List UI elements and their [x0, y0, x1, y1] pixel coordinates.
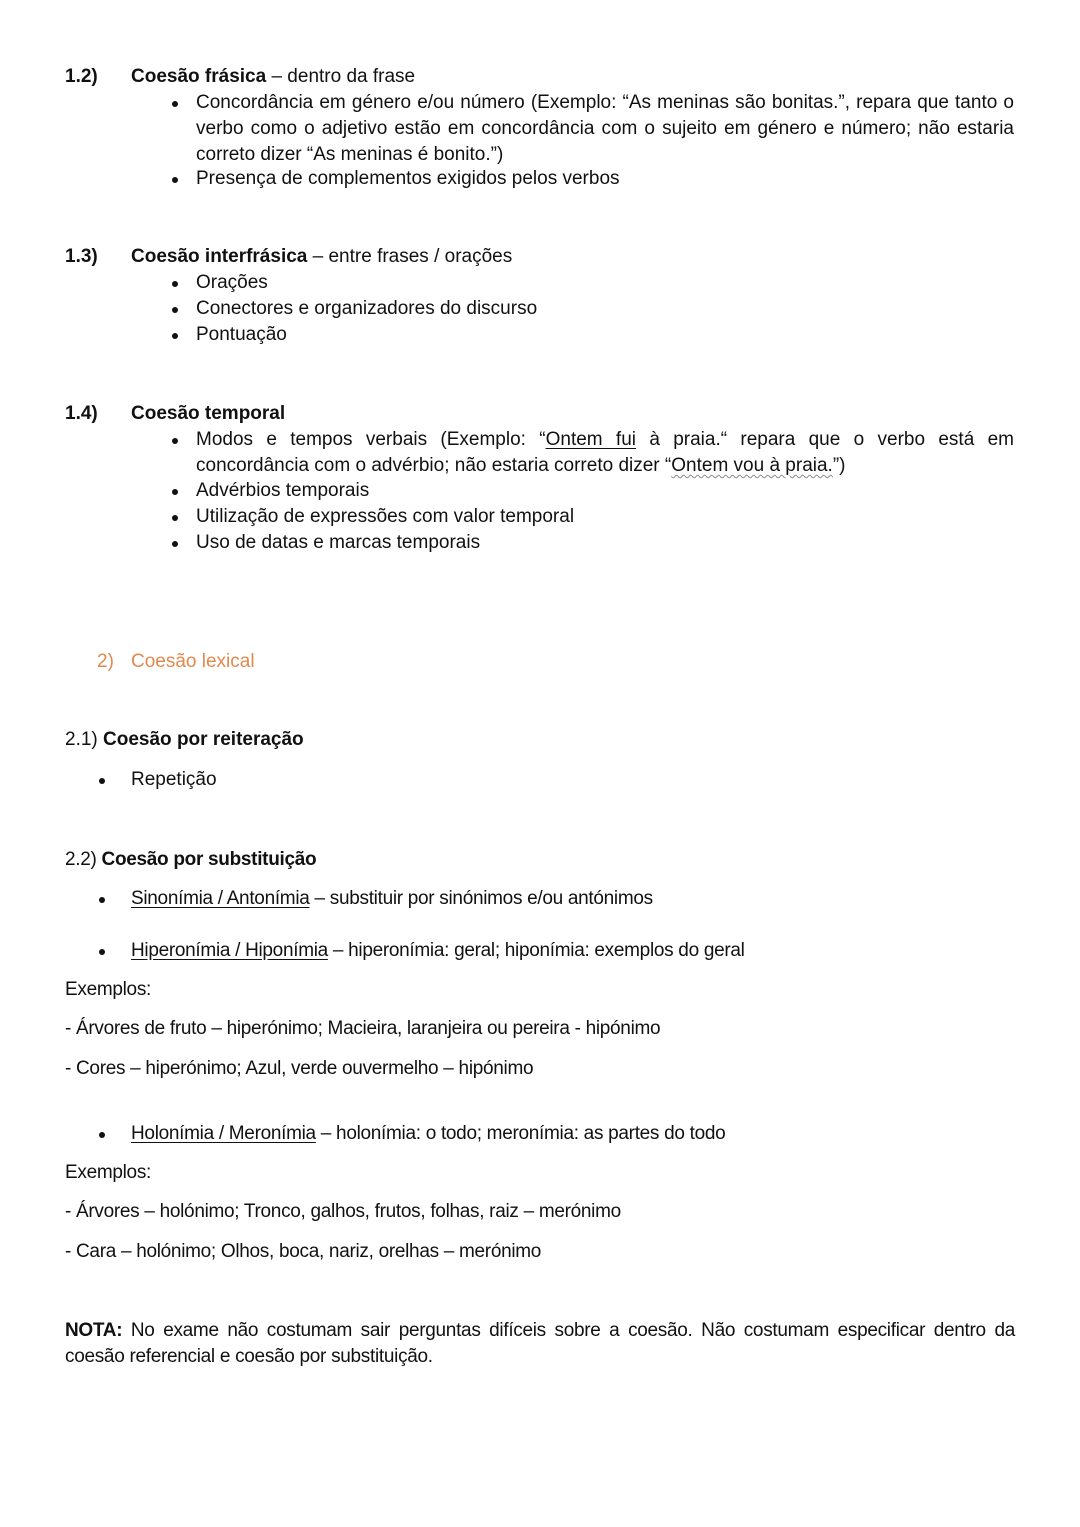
- text: Modos e tempos verbais (Exemplo: “: [196, 429, 546, 450]
- example-line: - Cara – holónimo; Olhos, boca, nariz, orelhas – merónimo: [65, 1241, 542, 1262]
- examples-label: Exemplos:: [65, 979, 152, 1000]
- section-number: 1.3): [65, 246, 98, 267]
- bullet-icon: [172, 438, 178, 444]
- section-subtitle: – entre frases / orações: [307, 246, 513, 267]
- list-item: Advérbios temporais: [196, 480, 370, 501]
- bullet-icon: [99, 778, 105, 784]
- example-line: - Árvores – holónimo; Tronco, galhos, frutos, folhas, raiz – merónimo: [65, 1201, 621, 1222]
- term-description: – hiperonímia: geral; hiponímia: exemplos do geral: [327, 940, 745, 961]
- list-item: [131, 886, 653, 912]
- example-line: - Árvores de fruto – hiperónimo; Macieira, laranjeira ou pereira - hipónimo: [65, 1018, 661, 1039]
- list-item: Presença de complementos exigidos pelos verbos: [196, 168, 620, 189]
- bullet-icon: [172, 307, 178, 313]
- section-number: 1.4): [65, 403, 98, 424]
- list-item: Repetição: [131, 769, 217, 790]
- section-title: Coesão temporal: [131, 403, 286, 424]
- note-paragraph: [65, 1318, 1015, 1370]
- section-heading: [131, 64, 415, 90]
- bullet-icon: [172, 489, 178, 495]
- list-item: Pontuação: [196, 324, 287, 345]
- list-item: Utilização de expressões com valor temporal: [196, 506, 575, 527]
- section-heading: [65, 727, 304, 753]
- bullet-icon: [172, 281, 178, 287]
- section-heading: [131, 244, 512, 270]
- section-heading: [65, 847, 316, 873]
- section-number: 2.1): [65, 729, 98, 750]
- bullet-icon: [172, 101, 178, 107]
- list-item: [196, 427, 1014, 479]
- list-item: Concordância em género e/ou número (Exemplo: “As meninas são bonitas.”, repara que tanto o verbo como o adjetivo estão em concordância com o sujeito em género e número; não estaria correto dizer “As meninas é bonito.”): [196, 92, 1014, 165]
- list-item: Orações: [196, 272, 268, 293]
- bullet-icon: [172, 333, 178, 339]
- text: à praia.“ repara que o verbo está em concordância com o advérbio; não estaria correto dizer “: [196, 429, 1014, 476]
- section-title: Coesão frásica: [131, 66, 267, 87]
- list-item: [131, 938, 745, 964]
- bullet-icon: [99, 949, 105, 955]
- section-number: 1.2): [65, 66, 98, 87]
- bullet-icon: [99, 897, 105, 903]
- section-title: Coesão lexical: [131, 651, 255, 672]
- section-title: Coesão por substituição: [101, 849, 317, 870]
- list-item: Conectores e organizadores do discurso: [196, 298, 538, 319]
- bullet-icon: [172, 177, 178, 183]
- list-item: [131, 1121, 725, 1147]
- examples-label: Exemplos:: [65, 1162, 152, 1183]
- term-description: – substituir por sinónimos e/ou antónimos: [309, 888, 653, 909]
- example-line: - Cores – hiperónimo; Azul, verde ouvermelho – hipónimo: [65, 1058, 534, 1079]
- term: Sinonímia / Antonímia: [131, 888, 310, 909]
- section-number: 2): [97, 651, 114, 672]
- list-item: Uso de datas e marcas temporais: [196, 532, 481, 553]
- term: Holonímia / Meronímia: [131, 1123, 316, 1144]
- section-title: Coesão interfrásica: [131, 246, 308, 267]
- section-title: Coesão por reiteração: [103, 729, 304, 750]
- text: ”): [832, 455, 846, 476]
- section-number: 2.2): [65, 849, 97, 870]
- term-description: – holonímia: o todo; meronímia: as partes do todo: [315, 1123, 726, 1144]
- term: Hiperonímia / Hiponímia: [131, 940, 328, 961]
- note-text: No exame não costumam sair perguntas difíceis sobre a coesão. Não costumam especificar dentro da coesão referencial e coesão por substituição.: [65, 1320, 1015, 1367]
- spellcheck-underlined-text: Ontem vou à praia.: [671, 455, 833, 476]
- bullet-icon: [172, 541, 178, 547]
- underlined-text: Ontem fui: [545, 429, 636, 450]
- note-label: NOTA:: [65, 1320, 123, 1341]
- section-subtitle: – dentro da frase: [266, 66, 416, 87]
- bullet-icon: [172, 515, 178, 521]
- bullet-icon: [99, 1132, 105, 1138]
